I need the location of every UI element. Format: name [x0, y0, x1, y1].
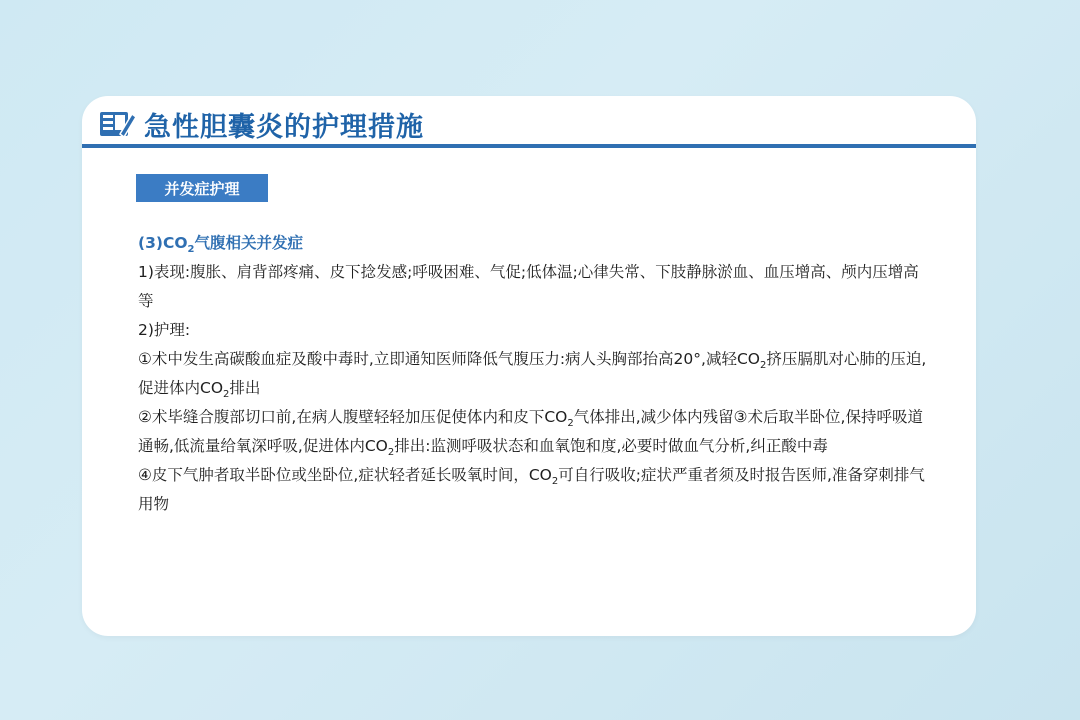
page-title: 急性胆囊炎的护理措施: [144, 111, 424, 143]
nursing-item-1: ①术中发生高碳酸血症及酸中毒时,立即通知医师降低气腹压力:病人头胸部抬高20°,减轻$CO_2$挤压膈肌对心肺的压迫,促进体内$CO_2$排出: [138, 350, 927, 401]
section-label: 并发症护理: [136, 174, 268, 202]
content-card: [82, 96, 976, 636]
nursing-label: 2)护理:: [138, 321, 191, 339]
nursing-item-2: ②术毕缝合腹部切口前,在病人腹壁轻轻加压促使体内和皮下$CO_2$气体排出,减少体内残留③术后取半卧位,保持呼吸道通畅,低流量给氧深呼吸,促进体内$CO_2$排出:监测呼吸状态和血氧饱和度,必要时做血气分析,纠正酸中毒: [138, 408, 923, 459]
book-edit-icon: [98, 106, 138, 142]
subheading: $(3)CO_2$气腹相关并发症: [138, 234, 303, 256]
manifestation-paragraph: 1)表现:腹胀、肩背部疼痛、皮下捻发感;呼吸困难、气促;低体温;心律失常、下肢静脉淤血、血压增高、颅内压增高等: [138, 263, 919, 310]
title-divider: [82, 144, 976, 148]
header: [98, 104, 424, 144]
nursing-item-3: ④皮下气肿者取半卧位或坐卧位,症状轻者延长吸氧时间，$CO_2$可自行吸收;症状严重者须及时报告医师,准备穿刺排气用物: [138, 466, 925, 513]
body-text: [138, 229, 928, 519]
